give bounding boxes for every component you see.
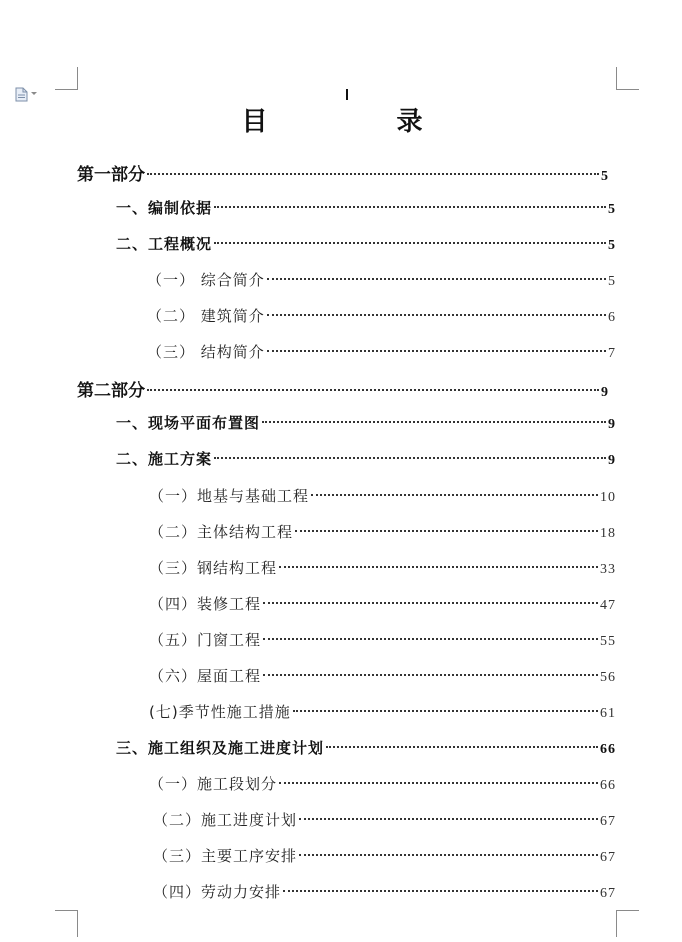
toc-leader [299,853,598,856]
toc-leader [267,313,606,316]
crop-mark-top-right [616,67,639,90]
toc-entry-label: （五）门窗工程 [149,631,262,649]
toc-entry[interactable] [149,521,616,542]
chevron-down-icon [31,92,37,96]
toc-leader [279,565,598,568]
toc-entry[interactable] [116,448,616,469]
toc-entry[interactable] [149,701,616,722]
toc-entry-label: 一、编制依据 [116,199,213,217]
toc-entry-page: 66 [600,778,616,793]
toc-leader [214,456,606,459]
toc-entry[interactable] [147,269,616,290]
toc-entry-label: （四）劳动力安排 [153,883,282,901]
toc-entry-label: 第二部分 [77,381,145,401]
toc-entry-label: （三）主要工序安排 [153,847,298,865]
toc-entry-page: 5 [601,169,608,184]
toc-leader [279,781,598,784]
toc-entry-label: （二）施工进度计划 [153,811,298,829]
toc-entry[interactable] [149,629,616,650]
toc-entry-page: 67 [600,850,616,865]
toc-leader [283,889,598,892]
toc-entry[interactable] [149,593,616,614]
toc-leader [295,529,598,532]
toc-entry[interactable] [149,665,616,686]
toc-entry-page: 67 [600,814,616,829]
toc-leader [147,172,599,175]
toc-entry-page: 61 [600,706,616,721]
toc-entry-page: 9 [608,417,616,432]
toc-entry-label: （一）施工段划分 [149,775,278,793]
toc-entry-page: 6 [608,310,616,325]
crop-mark-bottom-right [616,910,639,937]
toc-leader [263,637,598,640]
toc-entry-page: 5 [608,274,616,289]
toc-entry-page: 47 [600,598,616,613]
toc-entry[interactable] [153,845,616,866]
toc-entry-label: （一）地基与基础工程 [149,487,310,505]
toc-entry-label: （二）主体结构工程 [149,523,294,541]
toc-entry-label: 一、现场平面布置图 [116,414,261,432]
toc-leader [263,601,598,604]
toc-entry-label: 二、施工方案 [116,450,213,468]
toc-leader [326,745,598,748]
toc-entry-label: （四）装修工程 [149,595,262,613]
toc-entry-page: 67 [600,886,616,901]
toc-entry-page: 7 [608,346,616,361]
toc-entry-label: （三）钢结构工程 [149,559,278,577]
toc-entry-label: (七)季节性施工措施 [149,703,291,721]
toc-entry[interactable] [116,412,616,433]
toc-entry-page: 55 [600,634,616,649]
toc-entry-page: 9 [608,453,616,468]
toc-entry[interactable] [147,341,616,362]
toc-entry-page: 5 [608,238,616,253]
toc-entry-page: 66 [600,742,616,757]
toc-entry[interactable] [147,305,616,326]
toc-leader [263,673,598,676]
toc-entry[interactable] [116,737,616,758]
toc-entry-label: 三、施工组织及施工进度计划 [116,739,325,757]
toc-entry[interactable] [153,881,616,902]
toc-entry-page: 10 [600,490,616,505]
crop-mark-bottom-left [55,910,78,937]
toc-entry-label: 二、工程概况 [116,235,213,253]
toc-leader [299,817,598,820]
toc-leader [262,420,606,423]
toc-entry[interactable] [116,197,616,218]
toc-entry-label: （一） 综合简介 [147,271,265,289]
toc-entry[interactable] [153,809,616,830]
toc-entry[interactable] [149,485,616,506]
toc-entry-label: （二） 建筑简介 [147,307,265,325]
toc-leader [267,349,606,352]
toc-leader [311,493,598,496]
toc-entry-page: 9 [601,385,608,400]
toc-leader [214,241,606,244]
toc-entry-page: 18 [600,526,616,541]
document-options-button[interactable] [15,86,45,102]
toc-entry-page: 33 [600,562,616,577]
page-title: 目 录 [241,107,483,137]
toc-leader [147,388,599,391]
toc-entry-page: 5 [608,202,616,217]
crop-mark-top-left [55,67,78,90]
toc-entry-label: （六）屋面工程 [149,667,262,685]
toc-entry-page: 56 [600,670,616,685]
toc-entry[interactable] [77,376,608,401]
toc-entry-label: （三） 结构简介 [147,343,265,361]
toc-entry[interactable] [149,557,616,578]
toc-entry-label: 第一部分 [77,165,145,185]
toc-leader [293,709,598,712]
toc-entry[interactable] [77,160,608,185]
toc-entry[interactable] [149,773,616,794]
toc-leader [214,205,606,208]
toc-leader [267,277,606,280]
document-icon [15,87,28,102]
toc-entry[interactable] [116,233,616,254]
